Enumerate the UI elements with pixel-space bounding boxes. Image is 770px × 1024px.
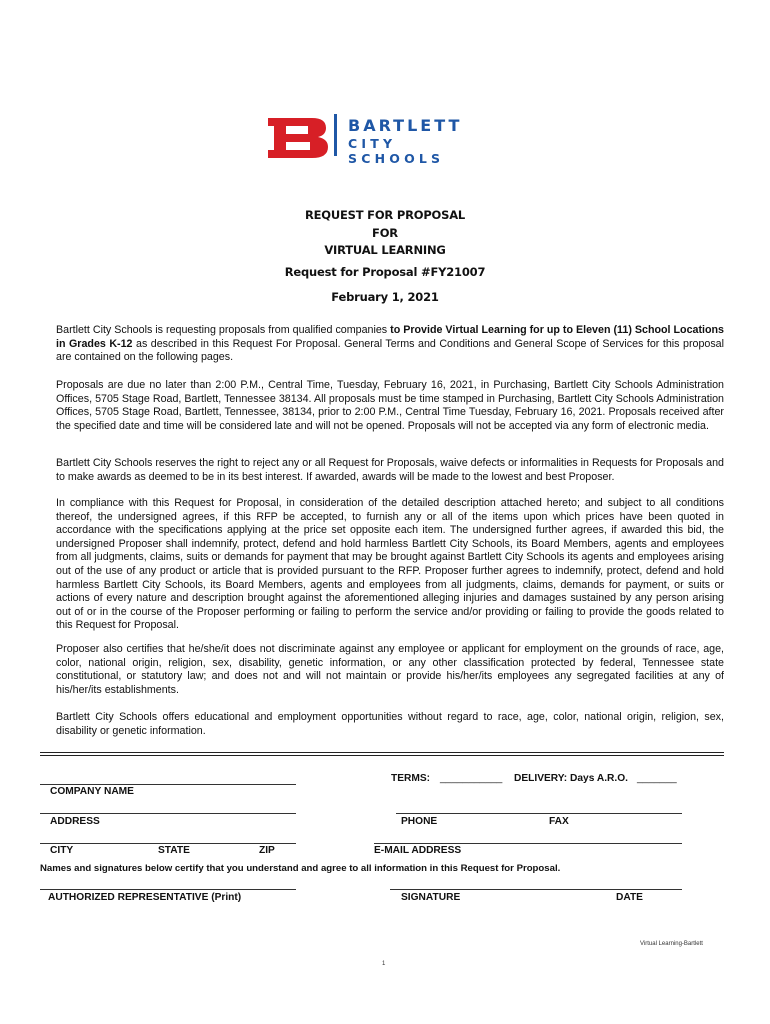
title-line-3: VIRTUAL LEARNING (324, 243, 446, 257)
city-state-zip-line[interactable] (40, 843, 296, 844)
phone-fax-line[interactable] (396, 813, 682, 814)
bartlett-b-logo-icon (268, 118, 330, 158)
delivery-blank[interactable]: _______ (637, 773, 677, 784)
email-label: E-MAIL ADDRESS (374, 845, 462, 856)
email-line[interactable] (374, 843, 682, 844)
authorized-rep-label: AUTHORIZED REPRESENTATIVE (Print) (48, 892, 242, 903)
certification-statement: Names and signatures below certify that you understand and agree to all information in this Request for Proposal. (40, 863, 561, 874)
zip-label: ZIP (259, 845, 275, 856)
title-line-1: REQUEST FOR PROPOSAL (304, 208, 466, 222)
rfp-number: Request for Proposal #FY21007 (284, 265, 486, 279)
date-label: DATE (616, 892, 643, 903)
nondiscrimination-paragraph: Proposer also certifies that he/she/it does not discriminate against any employee or applicant for employment on the grounds of race, age, color, national origin, religion, sex, disability, genetic information, or any other classification protected by federal, Tennessee state constitutional, or statutory law; and does not and will not maintain or provide his/her/its employees any segregated facilities at any of his/her/its establishments. (56, 643, 724, 696)
compliance-paragraph: In compliance with this Request for Proposal, in consideration of the detailed description attached hereto; and subject to all conditions thereof, the undersigned agrees, if this RFP be accepted, to furnish any or all of the items upon which prices have been quoted in accordance with the specifications applying at the price set opposite each item. The undersigned further agrees, if awarded this bid, the undersigned Proposer shall indemnify, protect, defend and hold harmless Bartlett City Schools, its Board Members, agents and employees from all judgments, claims, suits or demands for payment that may be brought against Bartlett City Schools its agents and employees arising out of the use of any product or article that is provided pursuant to the RFP. Proposer further agrees to indemnify, protect, defend and hold harmless Bartlett City Schools, its Board Members, agents and employees from all judgments, claims, demands for payment, or suits or actions of every nature and description brought against the aforementioned alleging injuries and damages sustained by any person arising out of or in the course of the Proposer performing or failing to perform the service and/or providing or failing to provide the goods related to this Request for Proposal. (56, 497, 724, 632)
logo-divider (334, 114, 337, 156)
page-number: 1 (382, 961, 386, 967)
due-date-paragraph: Proposals are due no later than 2:00 P.M., Central Time, Tuesday, February 16, 2021, in Purchasing, Bartlett City Schools Administration Offices, 5705 Stage Road, Bartlett, Tennessee 38134. All proposals must be time stamped in Purchasing, Bartlett City Schools Administration Offices, 5705 Stage Road, Bartlett, Tennessee, 38134, prior to 2:00 P.M., Central Time Tuesday, February 16, 2021. Proposals received after the specified date and time will be considered late and will not be opened. Proposals will not be accepted via any form of electronic media. (56, 379, 724, 432)
document-reference: Virtual Learning-Bartlett (640, 941, 703, 947)
rfp-date: February 1, 2021 (331, 290, 439, 304)
signature-label: SIGNATURE (401, 892, 461, 903)
address-line[interactable] (40, 813, 296, 814)
address-label: ADDRESS (50, 816, 100, 827)
intro-paragraph (56, 324, 724, 365)
authorized-rep-line[interactable] (40, 889, 296, 890)
state-label: STATE (158, 845, 190, 856)
terms-label: TERMS: (391, 773, 431, 784)
company-name-line[interactable] (40, 784, 296, 785)
intro-text-bold: to Provide Virtual Learning for up to Eleven (11) School Locations in Grades K-12 (56, 324, 724, 350)
intro-text-a: Bartlett City Schools is requesting proposals from qualified companies (56, 324, 391, 336)
fax-label: FAX (549, 816, 569, 827)
bartlett-city-schools-logo (268, 112, 482, 166)
company-name-label: COMPANY NAME (50, 786, 134, 797)
equal-opportunity-paragraph: Bartlett City Schools offers educational and employment opportunities without regard to race, age, color, national origin, religion, sex, disability or genetic information. (56, 711, 724, 737)
delivery-label: DELIVERY: Days A.R.O. (514, 773, 628, 784)
phone-label: PHONE (401, 816, 438, 827)
section-divider (40, 752, 724, 756)
city-label: CITY (50, 845, 74, 856)
logo-brand-line1: BARTLETT (348, 116, 463, 135)
terms-blank[interactable]: ___________ (440, 773, 503, 784)
title-line-2: FOR (372, 226, 398, 240)
reservation-paragraph: Bartlett City Schools reserves the right to reject any or all Request for Proposals, waive defects or informalities in Requests for Proposals and to make awards as deemed to be in its best interest. If awarded, awards will be made to the lowest and best Proposer. (56, 457, 724, 483)
intro-text-c: as described in this Request For Proposal. General Terms and Conditions and General Scope of Services for this proposal are contained on the following pages. (56, 337, 724, 364)
signature-date-line[interactable] (390, 889, 682, 890)
logo-brand-line2: CITY SCHOOLS (348, 136, 445, 166)
